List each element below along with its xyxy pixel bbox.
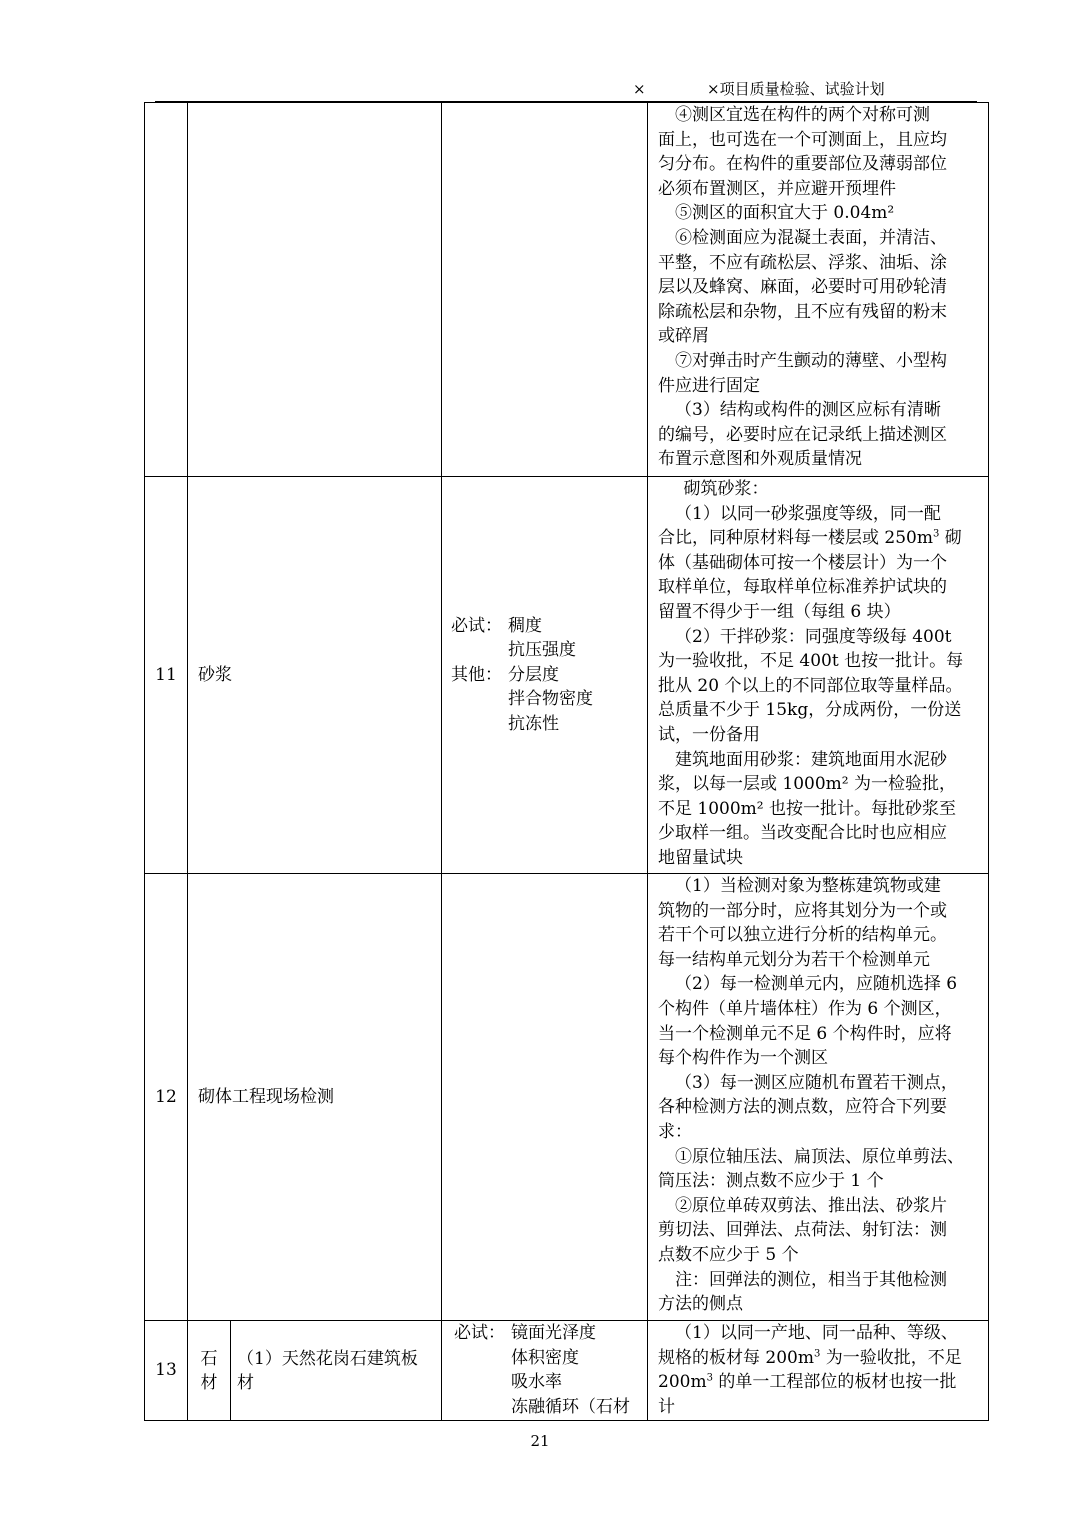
table-row	[145, 477, 989, 874]
rule-line: 少取样一组。当改变配合比时也应相应	[658, 823, 947, 844]
test-item: 体积密度	[511, 1347, 579, 1368]
table-row	[145, 103, 989, 477]
sub-item-line: 材	[237, 1372, 254, 1393]
rule-line: （1）以同一砂浆强度等级，同一配	[675, 503, 941, 524]
rule-line: 规格的板材每 $200m^3$ 为一验收批，不足	[658, 1347, 962, 1368]
test-items-cell	[442, 477, 648, 874]
test-item: 稠度	[508, 615, 542, 636]
test-item: 拌合物密度	[508, 689, 593, 710]
rule-line: （1）以同一产地、同一品种、等级、	[675, 1323, 958, 1343]
rule-line: 注：回弹法的测位，相当于其他检测	[675, 1269, 947, 1290]
test-item: 抗冻性	[508, 713, 559, 734]
rule-line: 层以及蜂窝、麻面，必要时可用砂轮清	[658, 277, 947, 298]
rule-line: 建筑地面用砂浆：建筑地面用水泥砂	[675, 749, 947, 770]
rule-line: （3）每一测区应随机布置若干测点，	[675, 1072, 958, 1093]
rule-line: ④测区宜选在构件的两个对称可测	[675, 105, 930, 125]
material-label: 材	[200, 1372, 218, 1393]
material-category-cell	[188, 1321, 231, 1421]
table-row	[145, 1321, 989, 1421]
test-item-line	[454, 1321, 647, 1346]
rule-line: ⑦对弹击时产生颤动的薄壁、小型构	[675, 350, 947, 371]
rule-line: ②原位单砖双剪法、推出法、砂浆片	[675, 1195, 947, 1216]
rule-line: 件应进行固定	[658, 375, 760, 396]
test-item-line	[451, 663, 647, 688]
test-item: 冻融循环（石材	[511, 1396, 630, 1417]
test-items-cell	[442, 874, 648, 1321]
rule-line: 浆，以每一层或 1000m² 为一检验批，	[658, 774, 957, 795]
rule-line: 每一结构单元划分为若干个检测单元	[658, 949, 930, 970]
rule-line: 每个构件作为一个测区	[658, 1048, 828, 1069]
test-item: 吸水率	[511, 1372, 562, 1393]
test-item: 镜面光泽度	[511, 1323, 596, 1343]
rule-line: （1）当检测对象为整栋建筑物或建	[675, 876, 941, 896]
test-items-cell	[442, 1321, 648, 1421]
sampling-rules-cell	[648, 874, 989, 1321]
rule-line: 必须布置测区，并应避开预埋件	[658, 178, 896, 199]
header-mark: ×	[633, 80, 646, 98]
test-item-line	[451, 712, 647, 737]
rule-line: 试，一份备用	[658, 724, 760, 745]
inspection-plan-table	[144, 102, 989, 1421]
rule-line: 的编号，必要时应在记录纸上描述测区	[658, 424, 947, 445]
test-item-line	[451, 638, 647, 663]
rule-line: （3）结构或构件的测区应标有清晰	[675, 400, 941, 421]
row-number-cell: 13	[145, 1321, 188, 1421]
rule-line: 剪切法、回弹法、点荷法、射钉法：测	[658, 1220, 947, 1241]
row-number-cell: 11	[145, 477, 188, 874]
rule-line: 方法的侧点	[658, 1294, 743, 1315]
rule-line: 计	[658, 1396, 675, 1417]
rule-line: 个构件（单片墙体柱）作为 6 个测区，	[658, 998, 952, 1019]
test-item-line	[451, 687, 647, 712]
rule-line: 砌筑砂浆：	[683, 479, 769, 499]
rule-line: 地留量试块	[658, 847, 743, 868]
item-name-cell: 砌体工程现场检测	[188, 874, 442, 1321]
item-name-cell: 砂浆	[188, 477, 442, 874]
material-label: 石	[200, 1348, 218, 1369]
rule-line: 各种检测方法的测点数，应符合下列要	[658, 1097, 947, 1118]
rule-line: 面上，也可选在一个可测面上，且应均	[658, 129, 947, 150]
sampling-rules-cell	[648, 1321, 989, 1421]
rule-line: 批从 20 个以上的不同部位取等量样品。	[658, 675, 963, 696]
sampling-rules-cell	[648, 477, 989, 874]
header-title: ×项目质量检验、试验计划	[707, 80, 885, 98]
sub-item-line: （1）天然花岗石建筑板	[237, 1348, 418, 1369]
sampling-rules-cell	[648, 103, 989, 477]
test-items-cell	[442, 103, 648, 477]
rule-line: （2）每一检测单元内，应随机选择 6	[675, 974, 958, 995]
other-tests-label: 其他：	[451, 664, 502, 685]
test-item: 抗压强度	[508, 640, 576, 661]
rule-line: 总质量不少于 15kg，分成两份，一份送	[658, 700, 962, 721]
rule-line: 合比，同种原材料每一楼层或 $250m^3$ 砌	[658, 528, 962, 549]
rule-line: 筒压法：测点数不应少于 1 个	[658, 1171, 884, 1192]
required-tests-label: 必试：	[451, 615, 502, 636]
item-name-cell	[188, 103, 442, 477]
rule-line: ①原位轴压法、扁顶法、原位单剪法、	[675, 1146, 964, 1167]
rule-line: 匀分布。在构件的重要部位及薄弱部位	[658, 154, 947, 175]
rule-line: 平整，不应有疏松层、浮浆、油垢、涂	[658, 252, 947, 273]
rule-line: 点数不应少于 5 个	[658, 1244, 799, 1265]
rule-line: ⑤测区的面积宜大于 0.04m²	[675, 203, 895, 224]
rule-line: 留置不得少于一组（每组 6 块）	[658, 601, 901, 622]
rule-line: （2）干拌砂浆：同强度等级每 400t	[675, 626, 952, 647]
row-number-cell	[145, 103, 188, 477]
table-row	[145, 874, 989, 1321]
required-tests-label: 必试：	[454, 1323, 505, 1343]
rule-line: 体（基础砌体可按一个楼层计）为一个	[658, 552, 947, 573]
page-header	[155, 78, 976, 100]
rule-line: ⑥检测面应为混凝土表面，并清洁、	[675, 227, 947, 248]
rule-line: 当一个检测单元不足 6 个构件时，应将	[658, 1023, 952, 1044]
test-item-line	[454, 1370, 647, 1395]
page-number: 21	[530, 1432, 550, 1450]
rule-line: $200m^3$ 的单一工程部位的板材也按一批	[658, 1372, 957, 1393]
rule-line: 筑物的一部分时，应将其划分为一个或	[658, 900, 947, 921]
sub-item-name-cell	[231, 1321, 442, 1421]
test-item-line	[454, 1346, 647, 1371]
rule-line: 不足 1000m² 也按一批计。每批砂浆至	[658, 798, 957, 819]
test-item: 分层度	[508, 664, 559, 685]
rule-line: 取样单位，每取样单位标准养护试块的	[658, 577, 947, 598]
rule-line: 或碎屑	[658, 326, 709, 347]
rule-line: 求：	[658, 1121, 692, 1142]
rule-line: 布置示意图和外观质量情况	[658, 449, 862, 470]
rule-line: 若干个可以独立进行分析的结构单元。	[658, 925, 947, 946]
rule-line: 除疏松层和杂物，且不应有残留的粉末	[658, 301, 947, 322]
test-item-line	[451, 614, 647, 639]
test-item-line	[454, 1395, 647, 1420]
rule-line: 为一验收批，不足 400t 也按一批计。每	[658, 651, 964, 672]
row-number-cell: 12	[145, 874, 188, 1321]
